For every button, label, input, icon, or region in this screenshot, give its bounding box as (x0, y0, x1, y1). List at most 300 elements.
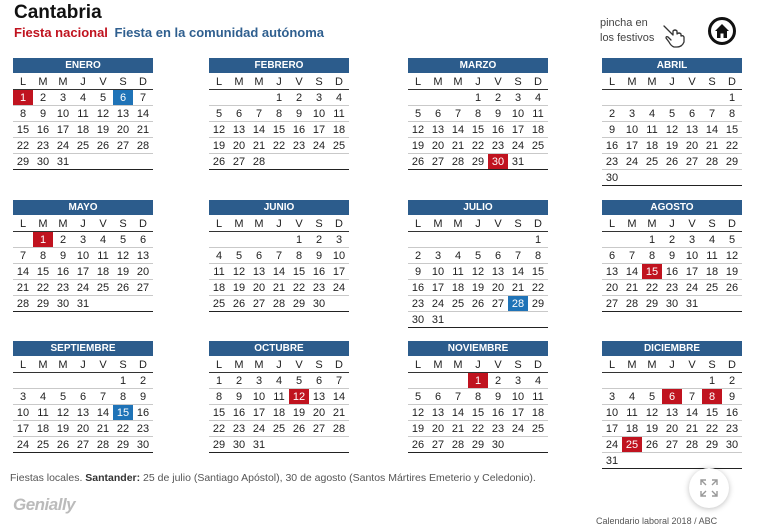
day-cell: 22 (116, 423, 130, 435)
week-row (602, 90, 742, 106)
legend-regional: Fiesta en la comunidad autónoma (114, 25, 325, 40)
fullscreen-button[interactable] (689, 468, 729, 508)
day-cell: 27 (431, 156, 445, 168)
weekday-label: D (139, 359, 147, 371)
regional-holiday-day[interactable]: 28 (508, 296, 528, 311)
weekday-label: L (608, 76, 616, 88)
empty-day-cell (642, 170, 662, 185)
day-cell: 14 (16, 266, 30, 278)
day-cell: 14 (705, 124, 719, 136)
empty-day-cell (642, 373, 662, 388)
day-cell: 13 (252, 266, 266, 278)
day-cell: 20 (431, 423, 445, 435)
day-cell: 20 (136, 266, 150, 278)
day-cell: 17 (625, 140, 639, 152)
day-cell: 27 (76, 439, 90, 451)
weekday-label: L (414, 76, 422, 88)
day-cell: 28 (96, 439, 110, 451)
national-holiday-day[interactable]: 25 (622, 437, 642, 452)
day-cell: 5 (235, 250, 243, 262)
day-cell: 19 (665, 140, 679, 152)
weekday-label: L (19, 218, 27, 230)
weekday-label: J (669, 359, 675, 371)
day-cell: 22 (36, 282, 50, 294)
day-cell: 21 (332, 407, 346, 419)
day-cell: 9 (728, 391, 736, 403)
day-cell: 22 (471, 140, 485, 152)
week-row (13, 437, 153, 453)
day-cell: 24 (76, 282, 90, 294)
weekday-header (408, 216, 548, 232)
weekday-label: D (534, 76, 542, 88)
day-cell: 7 (19, 250, 27, 262)
day-cell: 15 (272, 124, 286, 136)
day-cell: 9 (315, 250, 323, 262)
empty-day-cell (602, 373, 622, 388)
day-cell: 23 (36, 140, 50, 152)
week-row (408, 389, 548, 405)
month-0 (13, 58, 153, 184)
day-cell: 19 (471, 282, 485, 294)
day-cell: 19 (212, 140, 226, 152)
day-cell: 5 (728, 234, 736, 246)
day-cell: 29 (725, 156, 739, 168)
day-cell: 12 (645, 407, 659, 419)
week-row (209, 154, 349, 170)
weekday-label: M (647, 359, 657, 371)
day-cell: 10 (312, 108, 326, 120)
weekday-label: S (119, 218, 127, 230)
weekday-label: D (728, 76, 736, 88)
weekday-label: S (708, 359, 716, 371)
day-cell: 14 (96, 407, 110, 419)
day-cell: 5 (59, 391, 67, 403)
day-cell: 3 (514, 92, 522, 104)
day-cell: 28 (272, 298, 286, 310)
day-cell: 11 (213, 266, 225, 278)
day-cell: 2 (59, 234, 67, 246)
week-row (13, 106, 153, 122)
weekday-header (209, 357, 349, 373)
day-cell: 5 (119, 234, 127, 246)
weekday-label: L (19, 76, 27, 88)
day-cell: 10 (685, 250, 699, 262)
day-cell: 12 (232, 266, 246, 278)
day-cell: 7 (275, 250, 283, 262)
day-cell: 1 (474, 92, 482, 104)
empty-day-cell (448, 312, 468, 327)
hint-line-2: los festivos (600, 32, 655, 44)
day-cell: 19 (292, 407, 306, 419)
weekday-header (408, 357, 548, 373)
weekday-label: J (669, 76, 675, 88)
day-cell: 18 (531, 124, 545, 136)
empty-day-cell (269, 437, 289, 452)
day-cell: 20 (252, 282, 266, 294)
day-cell: 23 (411, 298, 425, 310)
day-cell: 6 (235, 108, 243, 120)
day-cell: 12 (116, 250, 130, 262)
weekday-label: V (99, 76, 107, 88)
day-cell: 10 (252, 391, 266, 403)
day-cell: 25 (96, 282, 110, 294)
national-holiday-day[interactable]: 6 (662, 389, 682, 404)
week-row (209, 138, 349, 154)
national-holiday-day[interactable]: 12 (289, 389, 309, 404)
day-cell: 13 (136, 250, 150, 262)
day-cell: 24 (605, 439, 619, 451)
day-cell: 21 (252, 140, 266, 152)
empty-day-cell (408, 373, 428, 388)
weekday-label: V (99, 218, 107, 230)
day-cell: 3 (514, 375, 522, 387)
day-cell: 15 (531, 266, 545, 278)
weekday-label: V (295, 76, 303, 88)
day-cell: 31 (56, 156, 70, 168)
weekday-label: L (414, 359, 422, 371)
week-row (408, 437, 548, 453)
day-cell: 10 (625, 124, 639, 136)
day-cell: 14 (252, 124, 266, 136)
day-cell: 30 (36, 156, 50, 168)
day-cell: 2 (315, 234, 323, 246)
month-8 (13, 341, 153, 467)
empty-day-cell (702, 90, 722, 105)
day-cell: 14 (332, 391, 346, 403)
day-cell: 5 (668, 108, 676, 120)
day-cell: 3 (688, 234, 696, 246)
weekday-label: D (335, 76, 343, 88)
day-cell: 27 (605, 298, 619, 310)
day-cell: 26 (212, 156, 226, 168)
week-row (602, 106, 742, 122)
empty-day-cell (93, 296, 113, 311)
day-cell: 25 (531, 423, 545, 435)
day-cell: 17 (431, 282, 445, 294)
day-cell: 11 (532, 108, 544, 120)
week-row (209, 373, 349, 389)
week-row (13, 90, 153, 106)
empty-day-cell (209, 232, 229, 247)
day-cell: 22 (272, 140, 286, 152)
weekday-header (408, 74, 548, 90)
day-cell: 20 (685, 140, 699, 152)
day-cell: 10 (332, 250, 346, 262)
month-name: MARZO (408, 58, 548, 73)
week-row (13, 122, 153, 138)
day-cell: 17 (685, 266, 699, 278)
regional-holiday-day[interactable]: 15 (113, 405, 133, 420)
day-cell: 14 (451, 124, 465, 136)
national-holiday-day[interactable]: 15 (642, 264, 662, 279)
week-row (408, 312, 548, 328)
day-cell: 4 (79, 92, 87, 104)
day-cell: 27 (136, 282, 150, 294)
empty-day-cell (113, 296, 133, 311)
month-name: DICIEMBRE (602, 341, 742, 356)
day-cell: 22 (705, 423, 719, 435)
day-cell: 18 (645, 140, 659, 152)
week-row (209, 248, 349, 264)
day-cell: 21 (272, 282, 286, 294)
day-cell: 1 (708, 375, 716, 387)
day-cell: 13 (76, 407, 90, 419)
empty-day-cell (309, 154, 329, 169)
day-cell: 26 (471, 298, 485, 310)
weekday-label: V (494, 76, 502, 88)
week-row (408, 122, 548, 138)
weekday-label: D (728, 359, 736, 371)
national-holiday-day[interactable]: 1 (468, 373, 488, 388)
week-row (209, 232, 349, 248)
week-row (13, 154, 153, 170)
week-row (602, 248, 742, 264)
month-name: FEBRERO (209, 58, 349, 73)
week-row (602, 421, 742, 437)
weekday-label: V (295, 359, 303, 371)
weekday-label: M (58, 359, 68, 371)
day-cell: 27 (232, 156, 246, 168)
day-cell: 31 (76, 298, 90, 310)
weekday-label: V (99, 359, 107, 371)
day-cell: 28 (136, 140, 150, 152)
day-cell: 24 (252, 423, 266, 435)
empty-day-cell (113, 154, 133, 169)
empty-day-cell (289, 437, 309, 452)
day-cell: 26 (116, 282, 130, 294)
weekday-label: M (58, 218, 68, 230)
day-cell: 18 (531, 407, 545, 419)
day-cell: 9 (139, 391, 147, 403)
day-cell: 16 (136, 407, 150, 419)
empty-day-cell (13, 232, 33, 247)
weekday-label: M (38, 218, 48, 230)
day-cell: 6 (608, 250, 616, 262)
day-cell: 29 (116, 439, 130, 451)
day-cell: 6 (434, 391, 442, 403)
day-cell: 11 (532, 391, 544, 403)
day-cell: 29 (531, 298, 545, 310)
day-cell: 24 (511, 423, 525, 435)
day-cell: 11 (273, 391, 285, 403)
week-row (209, 421, 349, 437)
empty-day-cell (662, 170, 682, 185)
week-row (408, 106, 548, 122)
day-cell: 31 (605, 455, 619, 467)
national-holiday-day[interactable]: 1 (33, 232, 53, 247)
day-cell: 3 (79, 234, 87, 246)
day-cell: 12 (471, 266, 485, 278)
day-cell: 16 (665, 266, 679, 278)
month-name: JULIO (408, 200, 548, 215)
empty-day-cell (622, 453, 642, 468)
empty-day-cell (622, 373, 642, 388)
day-cell: 4 (39, 391, 47, 403)
empty-day-cell (408, 90, 428, 105)
day-cell: 8 (19, 108, 27, 120)
empty-day-cell (448, 90, 468, 105)
weekday-label: S (514, 76, 522, 88)
weekday-label: M (234, 218, 244, 230)
week-row (408, 373, 548, 389)
day-cell: 9 (39, 108, 47, 120)
day-cell: 22 (725, 140, 739, 152)
day-cell: 4 (215, 250, 223, 262)
day-cell: 2 (235, 375, 243, 387)
weekday-label: L (215, 218, 223, 230)
empty-day-cell (93, 154, 113, 169)
empty-day-cell (428, 232, 448, 247)
day-cell: 26 (411, 156, 425, 168)
week-row (13, 373, 153, 389)
month-10 (408, 341, 548, 467)
day-cell: 14 (625, 266, 639, 278)
empty-day-cell (508, 312, 528, 327)
day-cell: 14 (451, 407, 465, 419)
home-button[interactable] (708, 17, 736, 45)
day-cell: 21 (511, 282, 525, 294)
weekday-header (13, 74, 153, 90)
day-cell: 17 (56, 124, 70, 136)
day-cell: 13 (605, 266, 619, 278)
weekday-label: J (276, 218, 282, 230)
day-cell: 3 (335, 234, 343, 246)
day-cell: 19 (645, 423, 659, 435)
day-cell: 16 (491, 407, 505, 419)
empty-day-cell (428, 373, 448, 388)
day-cell: 19 (725, 266, 739, 278)
regional-holiday-day[interactable]: 6 (113, 90, 133, 105)
day-cell: 29 (471, 439, 485, 451)
day-cell: 30 (605, 172, 619, 184)
day-cell: 4 (454, 250, 462, 262)
day-cell: 24 (511, 140, 525, 152)
weekday-header (602, 216, 742, 232)
day-cell: 10 (431, 266, 445, 278)
day-cell: 23 (725, 423, 739, 435)
weekday-label: S (119, 76, 127, 88)
day-cell: 13 (116, 108, 130, 120)
day-cell: 12 (411, 124, 425, 136)
empty-day-cell (682, 453, 702, 468)
week-row (602, 373, 742, 389)
day-cell: 26 (411, 439, 425, 451)
empty-day-cell (722, 453, 742, 468)
day-cell: 21 (451, 140, 465, 152)
day-cell: 8 (648, 250, 656, 262)
day-cell: 20 (232, 140, 246, 152)
day-cell: 10 (605, 407, 619, 419)
month-9 (209, 341, 349, 467)
empty-day-cell (602, 232, 622, 247)
day-cell: 20 (491, 282, 505, 294)
day-cell: 17 (312, 124, 326, 136)
day-cell: 22 (292, 282, 306, 294)
month-name: AGOSTO (602, 200, 742, 215)
day-cell: 21 (451, 423, 465, 435)
empty-day-cell (662, 90, 682, 105)
day-cell: 22 (212, 423, 226, 435)
empty-day-cell (702, 453, 722, 468)
day-cell: 27 (685, 156, 699, 168)
day-cell: 15 (705, 407, 719, 419)
day-cell: 23 (232, 423, 246, 435)
month-3 (602, 58, 742, 184)
day-cell: 19 (56, 423, 70, 435)
month-name: NOVIEMBRE (408, 341, 548, 356)
empty-day-cell (428, 90, 448, 105)
day-cell: 8 (39, 250, 47, 262)
weekday-label: J (80, 218, 86, 230)
day-cell: 13 (685, 124, 699, 136)
day-cell: 18 (705, 266, 719, 278)
day-cell: 20 (665, 423, 679, 435)
day-cell: 7 (454, 108, 462, 120)
day-cell: 24 (332, 282, 346, 294)
week-row (209, 389, 349, 405)
weekday-label: M (453, 76, 463, 88)
weekday-label: M (453, 359, 463, 371)
day-cell: 15 (16, 124, 30, 136)
genially-logo[interactable]: Genially (13, 495, 76, 514)
day-cell: 17 (511, 407, 525, 419)
weekday-label: M (627, 76, 637, 88)
day-cell: 16 (36, 124, 50, 136)
day-cell: 3 (315, 92, 323, 104)
day-cell: 28 (705, 156, 719, 168)
week-row (209, 437, 349, 453)
national-holiday-day[interactable]: 8 (702, 389, 722, 404)
day-cell: 9 (59, 250, 67, 262)
day-cell: 21 (96, 423, 110, 435)
day-cell: 23 (605, 156, 619, 168)
week-row (209, 90, 349, 106)
day-cell: 9 (414, 266, 422, 278)
week-row (602, 405, 742, 421)
month-6 (408, 200, 548, 326)
month-name: ABRIL (602, 58, 742, 73)
week-row (209, 405, 349, 421)
day-cell: 21 (625, 282, 639, 294)
day-cell: 29 (471, 156, 485, 168)
day-cell: 7 (99, 391, 107, 403)
day-cell: 27 (665, 439, 679, 451)
national-holiday-day[interactable]: 30 (488, 154, 508, 169)
national-holiday-day[interactable]: 1 (13, 90, 33, 105)
empty-day-cell (133, 296, 153, 311)
day-cell: 23 (491, 140, 505, 152)
empty-day-cell (269, 154, 289, 169)
day-cell: 14 (511, 266, 525, 278)
day-cell: 2 (728, 375, 736, 387)
day-cell: 3 (608, 391, 616, 403)
week-row (408, 264, 548, 280)
day-cell: 4 (648, 108, 656, 120)
weekday-header (602, 357, 742, 373)
empty-day-cell (528, 437, 548, 452)
day-cell: 2 (295, 92, 303, 104)
home-icon (714, 23, 730, 39)
day-cell: 17 (511, 124, 525, 136)
day-cell: 25 (212, 298, 226, 310)
day-cell: 8 (474, 108, 482, 120)
empty-day-cell (229, 90, 249, 105)
day-cell: 18 (96, 266, 110, 278)
week-row (602, 389, 742, 405)
day-cell: 19 (116, 266, 130, 278)
day-cell: 31 (431, 314, 445, 326)
weekday-label: J (276, 359, 282, 371)
